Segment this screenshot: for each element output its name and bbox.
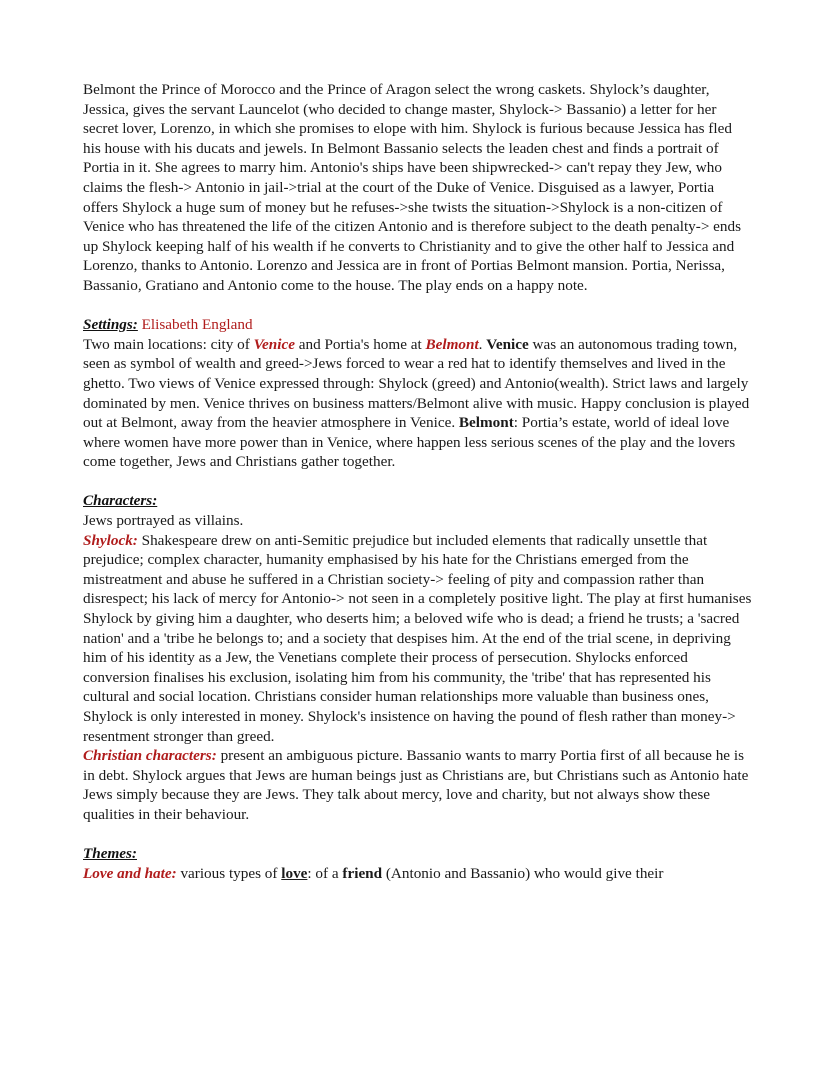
themes-text-2: : of a [307,864,343,882]
settings-belmont-bold: Belmont [458,414,514,432]
settings-paragraph [83,335,753,472]
spacer [83,472,753,492]
christian-label: Christian characters: [83,747,217,765]
settings-text-3: . [478,335,487,353]
settings-text-5: : Portia’s estate, world of ideal love where women have more power than in Venice, where happen less serious scenes of the play and the lovers come together, Jews and Christians gather together. [83,414,736,471]
settings-venice-italic: Venice [253,335,295,353]
settings-belmont-italic: Belmont [425,335,479,353]
settings-text-4: was an autonomous trading town, seen as symbol of wealth and greed->Jews forced to wear a red hat to identify themselves and lived in the ghetto. Two views of Venice expressed through: Shylock (greed) and Antonio(wealth). Strict laws and largely dominated by men. Venice thrives on business matters/Belmont alive with music. Happy conclusion is played out at Belmont, away from the heavier atmosphere in Venice. [83,335,750,432]
love-hate-paragraph [83,864,753,884]
settings-heading-line [83,315,753,335]
characters-intro: Jews portrayed as villains. [83,512,244,530]
settings-text-1: Two main locations: city of [83,335,254,353]
settings-heading: Settings: [83,316,138,334]
spacer [83,296,753,316]
friend-word: friend [342,864,383,882]
settings-era: Elisabeth England [137,316,253,334]
love-word: love [281,864,308,882]
shylock-text: Shakespeare drew on anti-Semitic prejudice but included elements that radically unsettle that prejudice; complex character, humanity emphasised by his hate for the Christians emerged from the mistreatment and abuse he suffered in a Christian society-> feeling of pity and compassion rather than disrespect; his lack of mercy for Antonio-> not seen in a completely positive light. The play at first humanises Shylock by giving him a daughter, who deserts him; a beloved wife who is dead; a friend he trusts; a 'sacred nation' and a 'tribe he belongs to; and a society that despises him. At the end of the trial scene, in depriving him of his identity as a Jew, the Venetians complete their process of persecution. Shylocks enforced conversion finalises his exclusion, isolating him from his community, the 'tribe' that has represented his cultural and social location. Christians consider human relationships more valuable than business ones, Shylock is only interested in money. Shylock's insistence on having the pound of flesh rather than money-> resentment stronger than greed. [83,531,752,745]
themes-text-3: (Antonio and Bassanio) who would give their [382,864,664,882]
spacer [83,825,753,845]
themes-heading [83,844,753,864]
themes-text-1: various types of [176,864,282,882]
settings-venice-bold: Venice [486,335,529,353]
characters-heading-text: Characters: [83,492,158,510]
characters-heading [83,491,753,511]
settings-text-2: and Portia's home at [294,335,426,353]
shylock-paragraph [83,531,753,747]
christian-text: present an ambiguous picture. Bassanio wants to marry Portia first of all because he is in debt. Shylock argues that Jews are human beings just as Christians are, but Christians such as Antonio hate Jews simply because they are Jews. They talk about mercy, love and charity, but not always show these qualities in their behaviour. [83,747,749,823]
themes-heading-text: Themes: [83,845,137,863]
christian-paragraph [83,746,753,824]
love-hate-label: Love and hate: [83,864,177,882]
plot-paragraph: Belmont the Prince of Morocco and the Prince of Aragon select the wrong caskets. Shylock’s daughter, Jessica, gives the servant Launcelot (who decided to change master, Shylock-> Bassanio) a letter for her secret lover, Lorenzo, in which she promises to elope with him. Shylock is furious because Jessica has fled his house with his ducats and jewels. In Belmont Bassanio selects the leaden chest and finds a portrait of Portia in it. She agrees to marry him. Antonio's ships have been shipwrecked-> can't repay they Jew, who claims the flesh-> Antonio in jail->trial at the court of the Duke of Venice. Disguised as a lawyer, Portia offers Shylock a huge sum of money but he refuses->she twists the situation->Shylock is a non-citizen of Venice who has threatened the life of the citizen Antonio and is therefore subject to the death penalty-> ends up Shylock keeping half of his wealth if he converts to Christianity and to give the other half to Jessica and Lorenzo, thanks to Antonio. Lorenzo and Jessica are in front of Portias Belmont mansion. Portia, Nerissa, Bassanio, Gratiano and Antonio come to the house. The play ends on a happy note. [83,81,742,294]
document-page [83,80,753,883]
shylock-label: Shylock: [83,531,138,549]
